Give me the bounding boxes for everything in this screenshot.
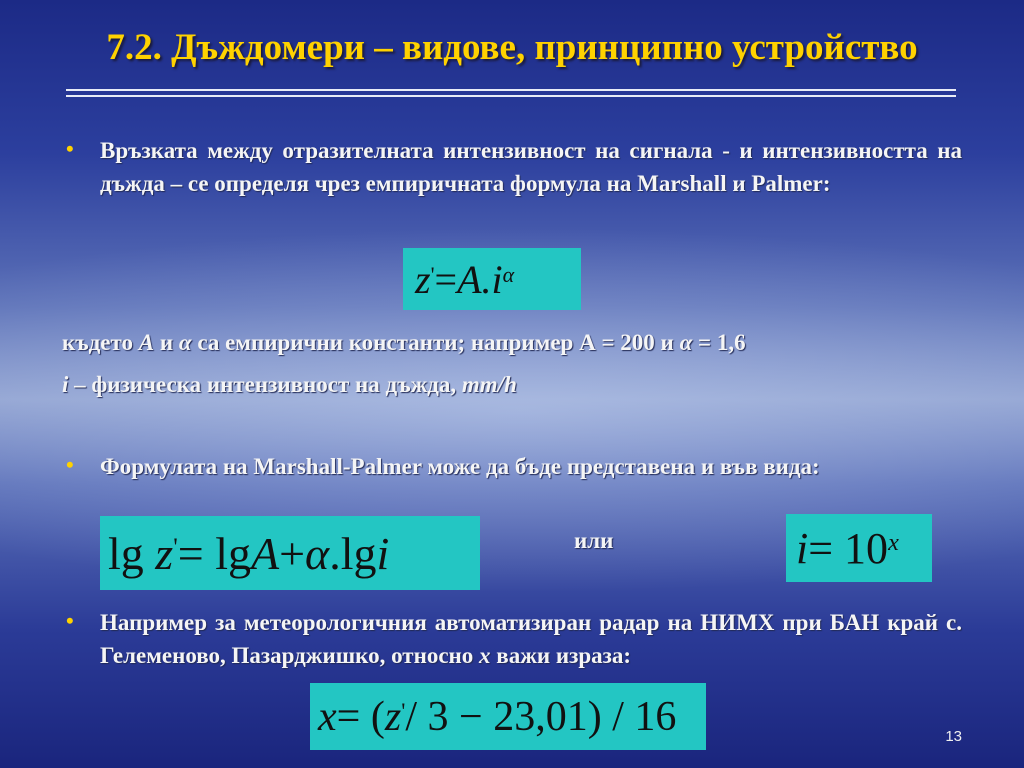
formula-prime: ' [173,533,178,562]
bullet-marker: • [66,452,74,477]
bullet-3-text [100,606,962,672]
formula-var-z: z [155,527,174,579]
formula-var-a: A [250,527,280,579]
bullet-3-text-a: Например за метеорологичния автоматизиран радар на НИМХ при БАН край с. Гелеменово, Пазарджишко, относно [100,610,962,668]
formula-equals-lg: = lg [177,527,251,579]
formula-equals: = [434,256,458,302]
formula-var-x: x [318,693,337,740]
formula-exponent-alpha: α [502,261,515,287]
constants-var-alpha-2: α [679,330,693,355]
formula-var-i: i [796,523,809,573]
bullet-2-text: Формулата на Marshall-Palmer може да бъде представена и във вида: [100,454,820,479]
formula-plus: + [279,527,306,579]
bullet-3-var-x: x [479,643,491,668]
constants-text-2: и [154,330,179,355]
intensity-unit: mm/h [461,372,517,397]
constants-var-alpha: α [178,330,192,355]
intensity-var-i: i [62,372,69,397]
page-number: 13 [945,728,962,745]
constants-line [62,326,746,359]
formula-radar-conversion [310,683,706,750]
formula-equals-ten: = 10 [808,523,889,573]
formula-prime: ' [430,261,435,287]
title-divider-top [66,89,956,91]
constants-var-a: A [138,330,155,355]
bullet-3-text-b: важи израза: [490,643,632,668]
constants-text-3: са емпирични константи; например А = 200 и [191,330,680,355]
formula-var-i: .i [481,256,503,302]
slide-title: 7.2. Дъждомери – видове, принципно устройство [106,27,918,68]
formula-marshall-palmer [403,248,581,310]
constants-text-1: където [62,330,139,355]
formula-exponent-x: x [888,529,899,557]
formula-var-z: z [415,256,431,302]
formula-var-alpha: α [305,527,330,579]
bullet-marker: • [66,136,74,161]
title-divider-bottom [66,95,956,97]
formula-exponential-form [786,514,932,582]
formula-lg: lg [108,527,144,579]
formula-rest: / 3 − 23,01) / 16 [405,693,677,740]
bullet-1-text: Връзката между отразителната интензивност на сигнала - и интензивността на дъжда – се определя чрез емпиричната формула на Marshall и Palmer: [100,138,962,196]
intensity-text: – физическа интензивност на дъжда, [68,372,462,397]
formula-var-i: i [376,527,390,579]
bullet-marker: • [66,608,74,633]
formula-equals-paren: = ( [336,693,385,740]
intensity-definition [62,368,517,401]
formula-var-z: z [384,693,402,740]
formula-prime: ' [401,698,406,725]
constants-text-4: = 1,6 [692,330,746,355]
formula-var-a: A [457,256,482,302]
formula-dot-lg: .lg [329,527,377,579]
formula-log-form [100,516,480,590]
or-label: или [574,528,614,553]
